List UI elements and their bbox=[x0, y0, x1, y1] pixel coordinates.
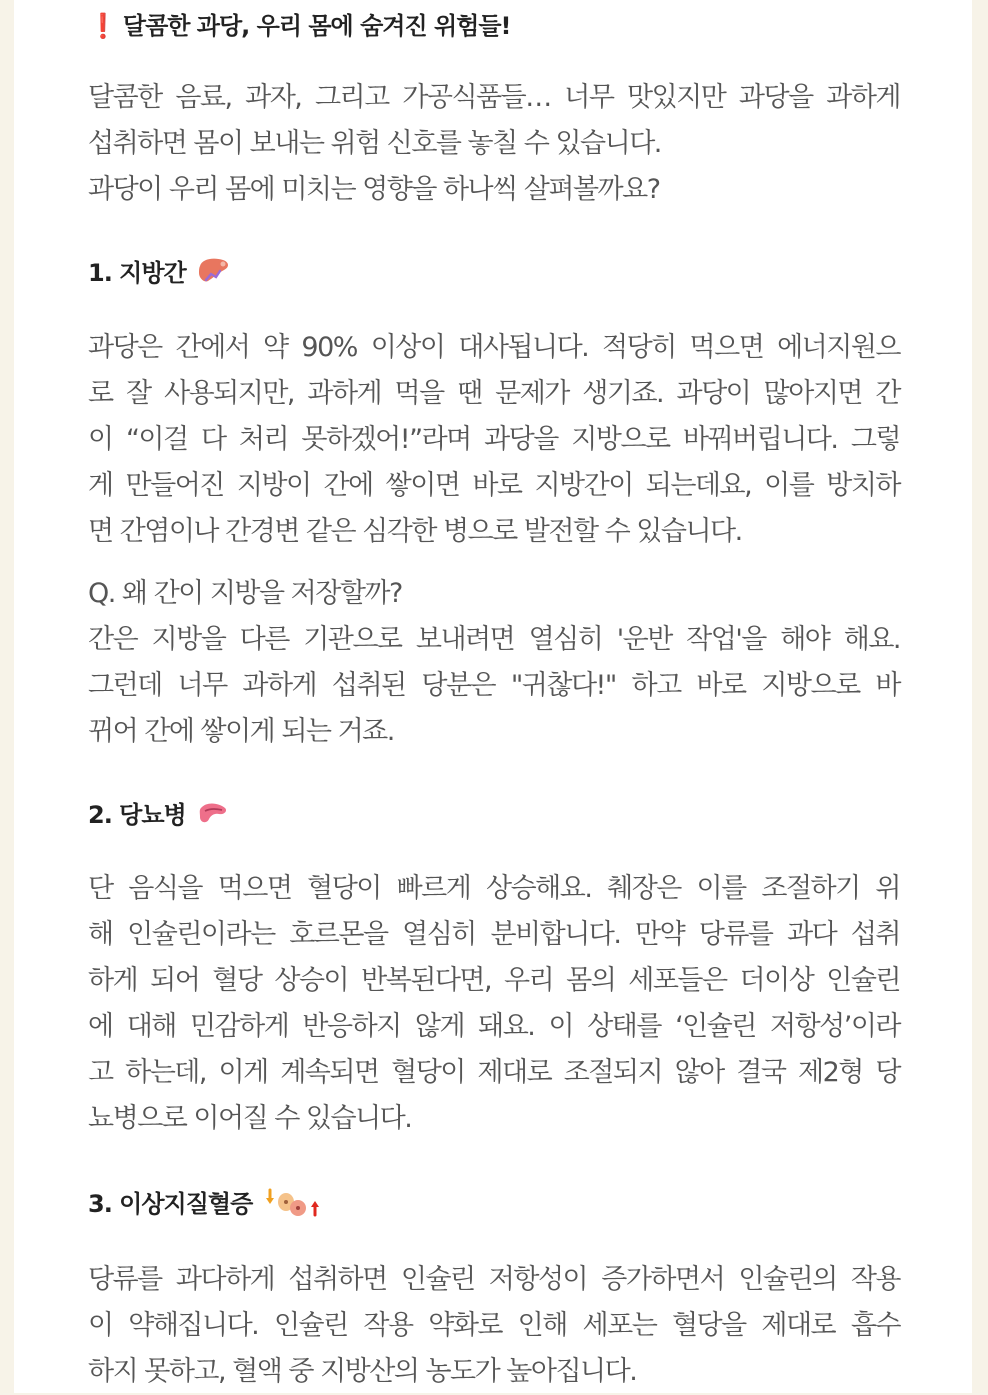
body-line: 단 음식을 먹으면 혈당이 빠르게 상승해요. 췌장은 이를 조절하기 위 bbox=[88, 873, 900, 904]
lipid-arrows-icon bbox=[264, 1186, 322, 1224]
intro-paragraph bbox=[88, 75, 900, 213]
article-title bbox=[88, 6, 511, 41]
intro-line: 섭취하면 몸이 보내는 위험 신호를 놓칠 수 있습니다. bbox=[88, 128, 661, 159]
article-card bbox=[14, 0, 972, 1393]
body-line: 이 “이걸 다 처리 못하겠어!”라며 과당을 지방으로 바꿔버립니다. 그렇 bbox=[88, 424, 900, 455]
pancreas-icon bbox=[197, 799, 229, 833]
section-heading-text: 1. 지방간 bbox=[88, 259, 186, 287]
body-line: 고 하는데, 이게 계속되면 혈당이 제대로 조절되지 않아 결국 제2형 당 bbox=[88, 1057, 900, 1088]
body-line: 면 간염이나 간경변 같은 심각한 병으로 발전할 수 있습니다. bbox=[88, 516, 742, 547]
body-line: 당류를 과다하게 섭취하면 인슐린 저항성이 증가하면서 인슐린의 작용 bbox=[88, 1264, 900, 1295]
body-line: 에 대해 민감하게 반응하지 않게 돼요. 이 상태를 ‘인슐린 저항성’이라 bbox=[88, 1011, 900, 1042]
section-heading-fatty-liver bbox=[88, 253, 231, 292]
intro-line: 달콤한 음료, 과자, 그리고 가공식품들… 너무 맛있지만 과당을 과하게 bbox=[88, 82, 900, 113]
exclamation-icon: ❗ bbox=[88, 12, 117, 40]
body-line: 게 만들어진 지방이 간에 쌓이면 바로 지방간이 되는데요, 이를 방치하 bbox=[88, 470, 900, 501]
body-line: 하지 못하고, 혈액 중 지방산의 농도가 높아집니다. bbox=[88, 1356, 637, 1387]
section-heading-dyslipidemia bbox=[88, 1184, 322, 1224]
section-heading-diabetes bbox=[88, 795, 229, 833]
section-3-body bbox=[88, 1257, 900, 1395]
section-1-body bbox=[88, 325, 900, 555]
liver-icon bbox=[197, 256, 231, 292]
qa-answer-line: 뀌어 간에 쌓이게 되는 거죠. bbox=[88, 716, 394, 747]
body-line: 로 잘 사용되지만, 과하게 먹을 땐 문제가 생기죠. 과당이 많아지면 간 bbox=[88, 378, 900, 409]
section-2-body bbox=[88, 866, 900, 1142]
section-heading-text: 2. 당뇨병 bbox=[88, 801, 186, 829]
body-line: 이 약해집니다. 인슐린 작용 약화로 인해 세포는 혈당을 제대로 흡수 bbox=[88, 1310, 900, 1341]
qa-answer-line: 그런데 너무 과하게 섭취된 당분은 "귀찮다!" 하고 바로 지방으로 바 bbox=[88, 670, 900, 701]
article-title-text: 달콤한 과당, 우리 몸에 숨겨진 위험들! bbox=[122, 12, 511, 40]
body-line: 뇨병으로 이어질 수 있습니다. bbox=[88, 1103, 412, 1134]
body-line: 해 인슐린이라는 호르몬을 열심히 분비합니다. 만약 당류를 과다 섭취 bbox=[88, 919, 900, 950]
body-line: 과당은 간에서 약 90% 이상이 대사됩니다. 적당히 먹으면 에너지원으 bbox=[88, 332, 900, 363]
section-1-qa bbox=[88, 571, 900, 755]
qa-answer-line: 간은 지방을 다른 기관으로 보내려면 열심히 '운반 작업'을 해야 해요. bbox=[88, 624, 900, 655]
qa-question: Q. 왜 간이 지방을 저장할까? bbox=[88, 578, 402, 609]
intro-line: 과당이 우리 몸에 미치는 영향을 하나씩 살펴볼까요? bbox=[88, 174, 660, 205]
section-heading-text: 3. 이상지질혈증 bbox=[88, 1190, 253, 1218]
body-line: 하게 되어 혈당 상승이 반복된다면, 우리 몸의 세포들은 더이상 인슐린 bbox=[88, 965, 900, 996]
